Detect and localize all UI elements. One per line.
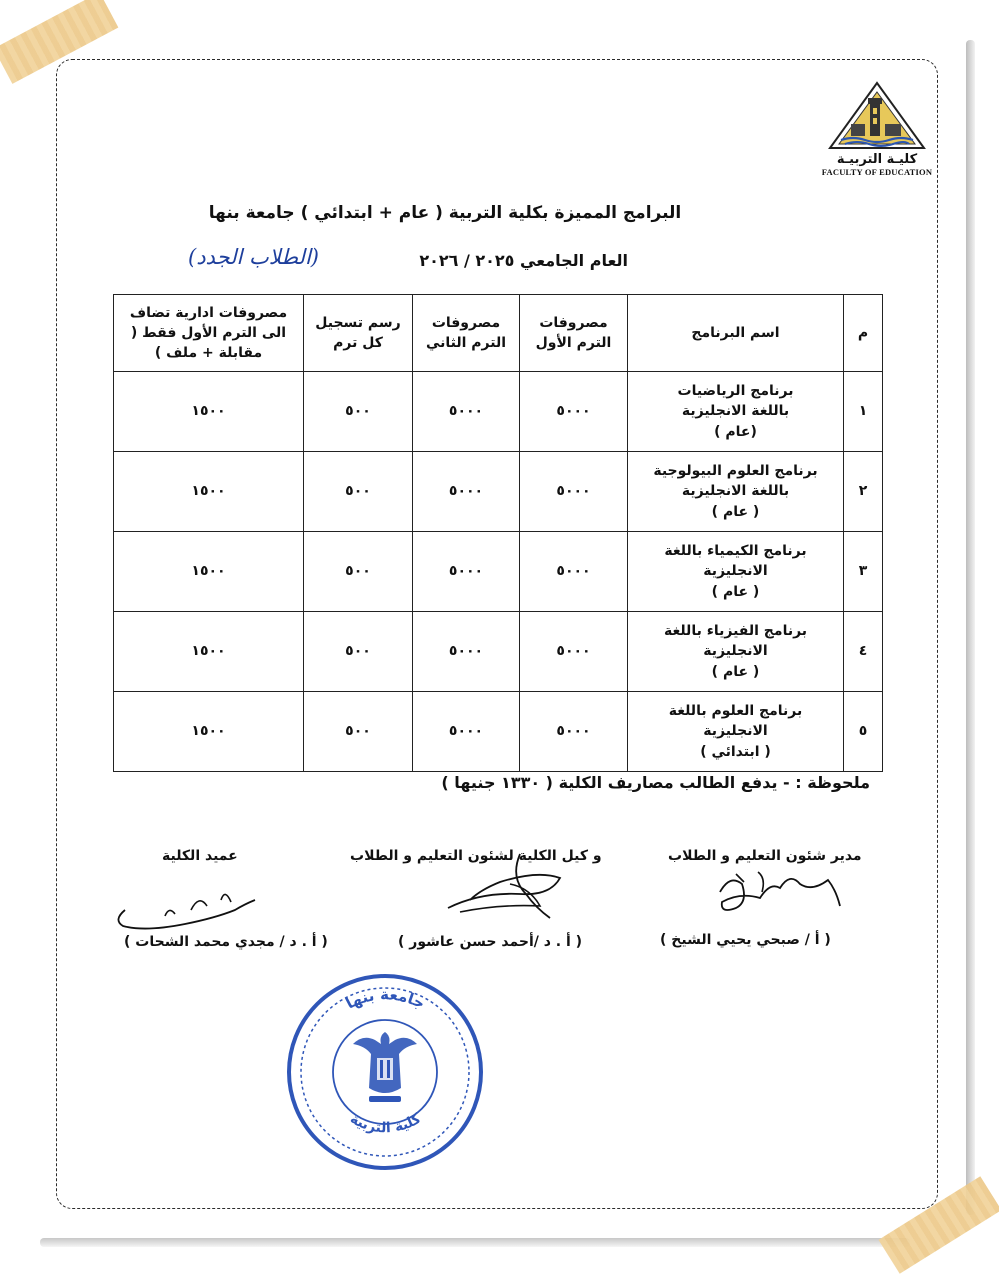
program-type: (عام )	[714, 423, 757, 440]
program-type: ( عام )	[711, 503, 760, 520]
table-header-row	[114, 295, 883, 372]
document-title: البرامج المميزة بكلية التربية ( عام + ابتدائي ) جامعة بنها	[208, 203, 682, 223]
page-shadow-bottom	[40, 1238, 910, 1247]
admin-fee: ١٥٠٠	[114, 372, 304, 452]
vice-dean-name: ( أ . د /أحمد حسن عاشور )	[398, 934, 583, 950]
program-name-line: برنامج الكيمياء باللغة	[664, 543, 807, 560]
program-type: ( عام )	[711, 583, 760, 600]
program-name	[628, 532, 844, 612]
program-name	[628, 372, 844, 452]
logo-faculty-english: FACULTY OF EDUCATION	[821, 167, 933, 177]
seal-bottom-text: كلية التربية	[347, 1110, 424, 1137]
row-number: ٣	[844, 532, 883, 612]
program-name	[628, 452, 844, 532]
director-name: ( أ / صبحي يحيي الشيخ )	[660, 932, 831, 948]
header-registration-fee: رسم تسجيل كل ترم	[304, 295, 413, 372]
table-row	[114, 532, 883, 612]
university-emblem-icon	[827, 80, 927, 152]
first-term-fee: ٥٠٠٠	[520, 372, 628, 452]
table-row	[114, 452, 883, 532]
registration-fee: ٥٠٠	[304, 612, 413, 692]
program-name	[628, 612, 844, 692]
program-name-line: الانجليزية	[703, 643, 768, 660]
registration-fee: ٥٠٠	[304, 372, 413, 452]
vice-dean-title: و كيل الكلية لشئون التعليم و الطلاب	[350, 848, 602, 864]
second-term-fee: ٥٠٠٠	[413, 532, 520, 612]
row-number: ٤	[844, 612, 883, 692]
academic-year: العام الجامعي ٢٠٢٥ / ٢٠٢٦	[419, 251, 628, 270]
program-name-line: الانجليزية	[703, 723, 768, 740]
registration-fee: ٥٠٠	[304, 532, 413, 612]
academic-year-row	[188, 245, 628, 281]
university-seal-stamp	[283, 970, 488, 1175]
second-term-fee: ٥٠٠٠	[413, 452, 520, 532]
dean-name: ( أ . د / مجدي محمد الشحات )	[124, 934, 328, 950]
note-line: ملحوظة : - يدفع الطالب مصاريف الكلية ( ١٣٣٠ جنيها )	[441, 773, 870, 792]
table-row	[114, 692, 883, 772]
admin-fee: ١٥٠٠	[114, 532, 304, 612]
first-term-fee: ٥٠٠٠	[520, 692, 628, 772]
first-term-fee: ٥٠٠٠	[520, 612, 628, 692]
program-type: ( ابتدائي )	[700, 743, 771, 760]
table-row	[114, 612, 883, 692]
eagle-emblem-icon	[353, 1032, 417, 1102]
page-shadow-right	[966, 40, 975, 1215]
dean-title: عميد الكلية	[162, 848, 238, 864]
vice-dean-signature-icon	[440, 848, 590, 934]
registration-fee: ٥٠٠	[304, 692, 413, 772]
second-term-fee: ٥٠٠٠	[413, 692, 520, 772]
fees-table	[113, 294, 883, 772]
program-type: ( عام )	[711, 663, 760, 680]
program-name-line: الانجليزية	[703, 563, 768, 580]
program-name-line: برنامج العلوم البيولوجية	[653, 463, 818, 480]
header-program-name: اسم البرنامج	[628, 295, 844, 372]
table-row	[114, 372, 883, 452]
row-number: ٢	[844, 452, 883, 532]
program-name-line: باللغة الانجليزية	[681, 403, 790, 420]
fees-note	[380, 772, 870, 794]
registration-fee: ٥٠٠	[304, 452, 413, 532]
row-number: ١	[844, 372, 883, 452]
header-second-term-fees: مصروفات الترم الثاني	[413, 295, 520, 372]
header-first-term-fees: مصروفات الترم الأول	[520, 295, 628, 372]
admin-fee: ١٥٠٠	[114, 692, 304, 772]
first-term-fee: ٥٠٠٠	[520, 532, 628, 612]
logo-faculty-arabic: كليـة التربيـة	[836, 152, 918, 167]
seal-top-text: جامعة بنها	[342, 985, 428, 1013]
director-signature-icon	[700, 862, 850, 934]
header-serial: م	[844, 295, 883, 372]
admin-fee: ١٥٠٠	[114, 612, 304, 692]
program-name-line: برنامج الفيزياء باللغة	[663, 623, 808, 640]
second-term-fee: ٥٠٠٠	[413, 612, 520, 692]
row-number: ٥	[844, 692, 883, 772]
program-name-line: برنامج الرياضيات	[677, 383, 794, 400]
handwritten-new-students-note: (الطلاب الجدد)	[188, 245, 319, 269]
program-name-line: برنامج العلوم باللغة	[668, 703, 803, 720]
program-name	[628, 692, 844, 772]
director-title: مدير شئون التعليم و الطلاب	[668, 848, 862, 864]
header-admin-fees: مصروفات ادارية تضاف الى الترم الأول فقط ( مقابلة + ملف )	[114, 295, 304, 372]
admin-fee: ١٥٠٠	[114, 452, 304, 532]
second-term-fee: ٥٠٠٠	[413, 372, 520, 452]
program-name-line: باللغة الانجليزية	[681, 483, 790, 500]
faculty-logo	[817, 80, 937, 192]
dean-signature-icon	[105, 880, 265, 936]
first-term-fee: ٥٠٠٠	[520, 452, 628, 532]
